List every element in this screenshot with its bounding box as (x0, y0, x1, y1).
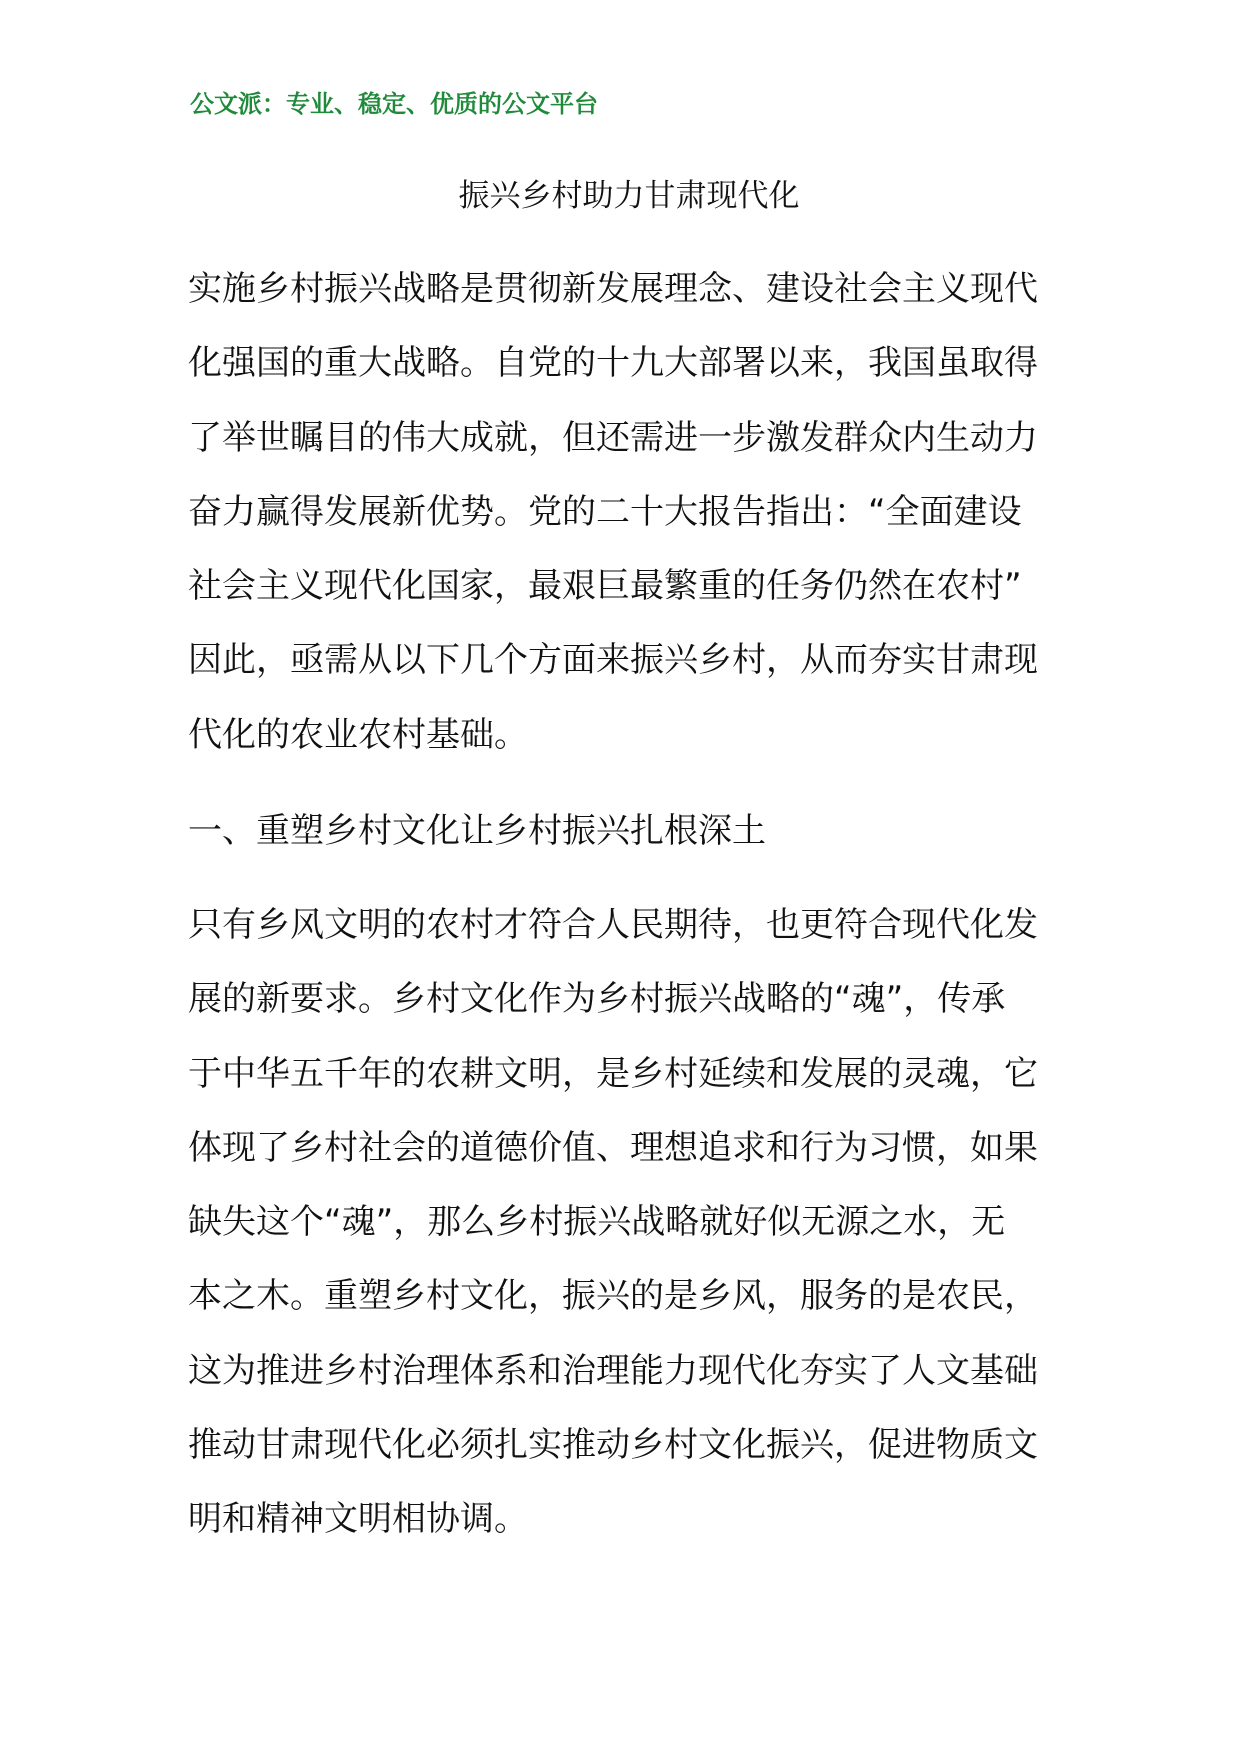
section-heading-1: 一、重塑乡村文化让乡村振兴扎根深土 (188, 811, 766, 851)
paragraph-line: 展的新要求。乡村文化作为乡村振兴战略的“魂”，传承 (188, 979, 1006, 1020)
paragraph-line: 实施乡村振兴战略是贯彻新发展理念、建设社会主义现代 (188, 269, 1038, 309)
paragraph-line: 本之木。重塑乡村文化，振兴的是乡风，服务的是农民， (188, 1276, 1038, 1317)
paragraph-line: 体现了乡村社会的道德价值、理想追求和行为习惯，如果 (188, 1127, 1038, 1168)
paragraph-2 (188, 888, 1060, 1557)
paragraph-line: 代化的农业农村基础。 (188, 714, 528, 755)
paragraph-1 (188, 252, 1060, 772)
header-tagline: 公文派：专业、稳定、优质的公文平台 (190, 90, 598, 118)
paragraph-line: 明和精神文明相协调。 (188, 1499, 528, 1540)
paragraph-line: 奋力赢得发展新优势。党的二十大报告指出：“全面建设 (188, 491, 1022, 532)
paragraph-line: 社会主义现代化国家，最艰巨最繁重的任务仍然在农村” (188, 566, 1022, 607)
paragraph-line: 了举世瞩目的伟大成就，但还需进一步激发群众内生动力 (188, 417, 1038, 458)
paragraph-line: 缺失这个“魂”，那么乡村振兴战略就好似无源之水，无 (188, 1202, 1006, 1243)
paragraph-line: 推动甘肃现代化必须扎实推动乡村文化振兴，促进物质文 (188, 1425, 1038, 1466)
paragraph-line: 只有乡风文明的农村才符合人民期待，也更符合现代化发 (188, 905, 1038, 945)
paragraph-line: 因此，亟需从以下几个方面来振兴乡村，从而夯实甘肃现 (188, 640, 1038, 681)
paragraph-line: 于中华五千年的农耕文明，是乡村延续和发展的灵魂，它 (188, 1053, 1038, 1094)
paragraph-line: 这为推进乡村治理体系和治理能力现代化夯实了人文基础 (188, 1350, 1038, 1391)
document-title: 振兴乡村助力甘肃现代化 (458, 178, 800, 214)
paragraph-line: 化强国的重大战略。自党的十九大部署以来，我国虽取得 (188, 343, 1038, 384)
